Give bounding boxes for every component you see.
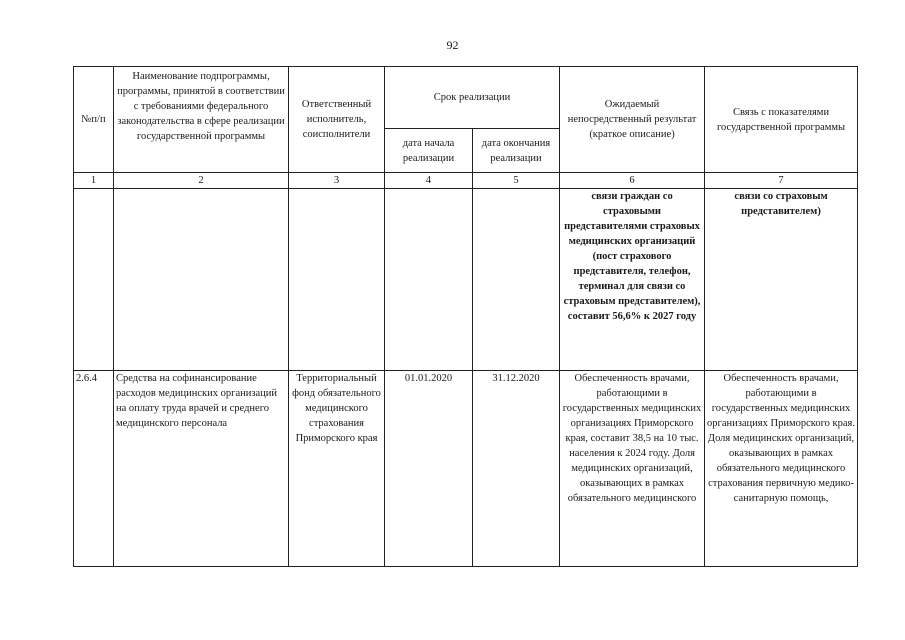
row-result: связи граждан со страховыми представителями страховых медицинских организаций (пост страхового представителя, телефон, терминал для связи со страховым представителем), составит 56,6% к 2027 году: [560, 189, 705, 371]
header-num: №п/п: [74, 67, 114, 173]
col-number: 3: [289, 173, 385, 189]
row-link: связи со страховым представителем): [705, 189, 858, 371]
header-result: Ожидаемый непосредственный результат (краткое описание): [560, 67, 705, 173]
header-name: Наименование подпрограммы, программы, принятой в соответствии с требованиями федерального законодательства в сфере реализации государственной программы: [114, 67, 289, 173]
row-start: 01.01.2020: [385, 371, 473, 567]
row-result: Обеспеченность врачами, работающими в государственных медицинских организациях Приморского края, составит 38,5 на 10 тыс. населения к 2024 году. Доля медицинских организаций, оказывающих в рамках обязательного медицинского: [560, 371, 705, 567]
row-name: [114, 189, 289, 371]
col-number: 5: [473, 173, 560, 189]
row-end: [473, 189, 560, 371]
header-executor: Ответственный исполнитель, соисполнители: [289, 67, 385, 173]
row-link: Обеспеченность врачами, работающими в государственных медицинских организациях Приморского края. Доля медицинских организаций, оказывающих в рамках обязательного медицинского страхования первичную медико-санитарную помощь,: [705, 371, 858, 567]
col-number: 6: [560, 173, 705, 189]
row-num: 2.6.4: [74, 371, 114, 567]
row-start: [385, 189, 473, 371]
row-num: [74, 189, 114, 371]
col-number: 4: [385, 173, 473, 189]
header-start: дата начала реализации: [385, 129, 473, 173]
row-executor: [289, 189, 385, 371]
program-table: [73, 66, 858, 567]
col-number: 7: [705, 173, 858, 189]
header-link: Связь с показателями государственной программы: [705, 67, 858, 173]
row-name: Средства на софинансирование расходов медицинских организаций на оплату труда врачей и среднего медицинского персонала: [114, 371, 289, 567]
row-executor: Территориальный фонд обязательного медицинского страхования Приморского края: [289, 371, 385, 567]
page-number: 92: [446, 38, 459, 52]
header-row: [74, 67, 858, 129]
col-number: 1: [74, 173, 114, 189]
col-number: 2: [114, 173, 289, 189]
column-number-row: [74, 173, 858, 189]
header-end: дата окончания реализации: [473, 129, 560, 173]
row-end: 31.12.2020: [473, 371, 560, 567]
header-period: Срок реализации: [385, 67, 560, 129]
table-row: [74, 371, 858, 567]
table-row: [74, 189, 858, 371]
